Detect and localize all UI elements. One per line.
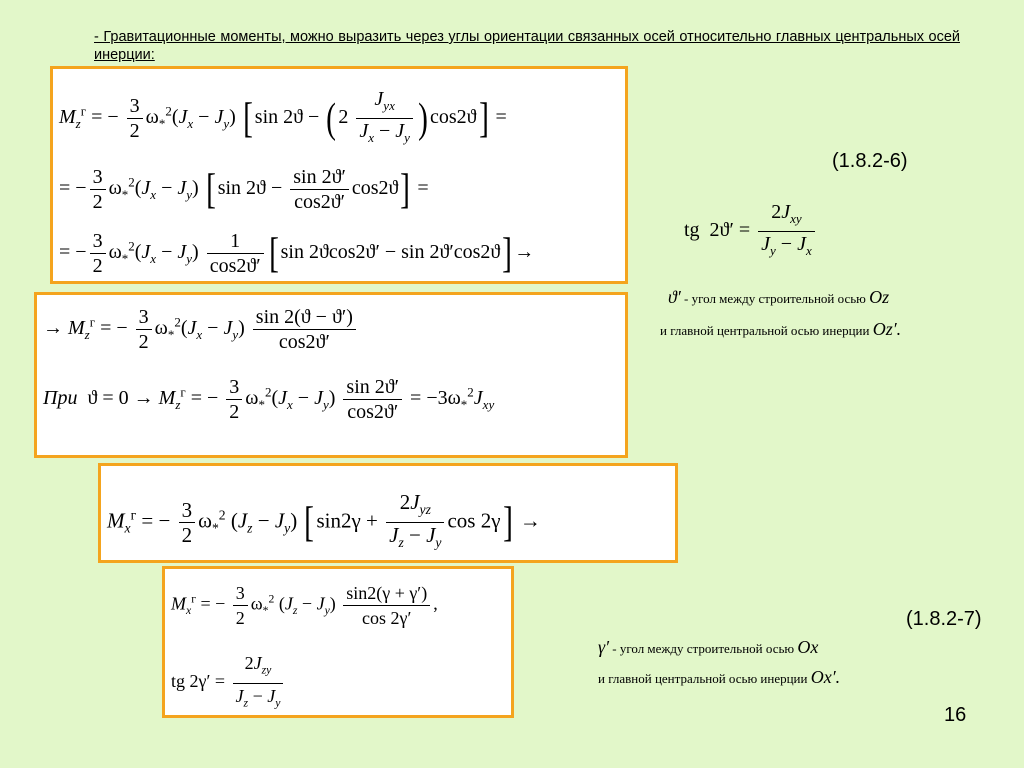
equation-number-2: (1.8.2-7): [906, 608, 982, 630]
formula-box-2: [34, 292, 628, 458]
angle-caption-1: [668, 284, 889, 312]
caption-axis: Oz: [869, 287, 890, 307]
formula-box-1: [50, 66, 628, 284]
caption-text: и главной центральной осью инерции: [598, 671, 808, 686]
angle-caption-1-line2: [660, 316, 901, 344]
formula-box-4: [162, 566, 514, 718]
condition-word: При: [43, 387, 78, 410]
caption-symbol: ϑ′: [668, 287, 681, 307]
formula-line: = − $\frac{3}{2}$ $\omega_*^2(J_x - J_y)$ [ sin 2ϑ − $\frac{\sin 2ϑ'}{\cos 2ϑ'}$ cos2ϑ] =: [59, 166, 429, 213]
formula-box-3: [98, 463, 678, 563]
formula-line: $M_x^г$ = − $\frac{3}{2}$ $\omega_*^2$ $(J_z - J_y)$ $\frac{\sin 2(\gamma + \gamma')}{\cos 2\gamma'}$ ,: [171, 583, 438, 628]
caption-text: - угол между строительной осью: [612, 641, 795, 656]
formula-line: $M_z^г$ = − $\frac{3}{2}$ $\omega_*^2(J_x - J_y)$ [ sin 2ϑ − ( 2 $\frac{J_{yx}}{J_x - J_y}$ ) cos2ϑ] =: [59, 88, 507, 145]
formula-line: $M_x^г$ = − $\frac{3}{2}$ $\omega_*^2$ $(J_z - J_y) [\sin 2\gamma$ + $\frac{2J_{yz}}{J_z - J_y}$ cos 2γ] →: [107, 490, 541, 551]
caption-axis: Ox′.: [810, 667, 841, 687]
caption-text: - угол между строительной осью: [684, 291, 866, 306]
caption-symbol: γ′: [598, 637, 610, 657]
section-heading: - Гравитационные моменты, можно выразить через углы ориентации связанных осей относительно главных центральных осей инерции:: [94, 29, 960, 63]
caption-axis: Oz′.: [872, 319, 902, 339]
caption-text: и главной центральной осью инерции: [660, 323, 870, 338]
equation-number-1: (1.8.2-6): [832, 150, 908, 172]
formula-line: При $ϑ = 0 \to M_z^г$ = − $\frac{3}{2}$ $\omega_*^2(J_x - J_y)$ $\frac{\sin 2ϑ'}{\cos 2ϑ'}$ = $-3\omega_*^2J_{xy}$: [43, 376, 495, 423]
angle-caption-2: [598, 634, 818, 662]
formula-line: tg 2γ′ = $\frac{2J_{zy}}{J_z - J_y}$: [171, 651, 286, 715]
angle-caption-2-line2: [598, 664, 840, 692]
caption-axis: Ox: [797, 637, 819, 657]
formula-line: → $M_z^г$ = − $\frac{3}{2}$ $\omega_*^2(J_x - J_y)$ $\frac{\sin 2(ϑ - ϑ')}{\cos 2ϑ'}$: [43, 305, 359, 354]
tg-formula: tg 2ϑ′ = $\frac{2J_{xy}}{J_y - J_x}$: [684, 200, 818, 263]
formula-line: = − $\frac{3}{2}$ $\omega_*^2(J_x - J_y)$ $\frac{1}{\cos 2ϑ'}$ [ sin 2ϑcos2ϑ′ − sin 2ϑ′cos2ϑ] →: [59, 230, 535, 277]
page-number: 16: [944, 704, 967, 726]
